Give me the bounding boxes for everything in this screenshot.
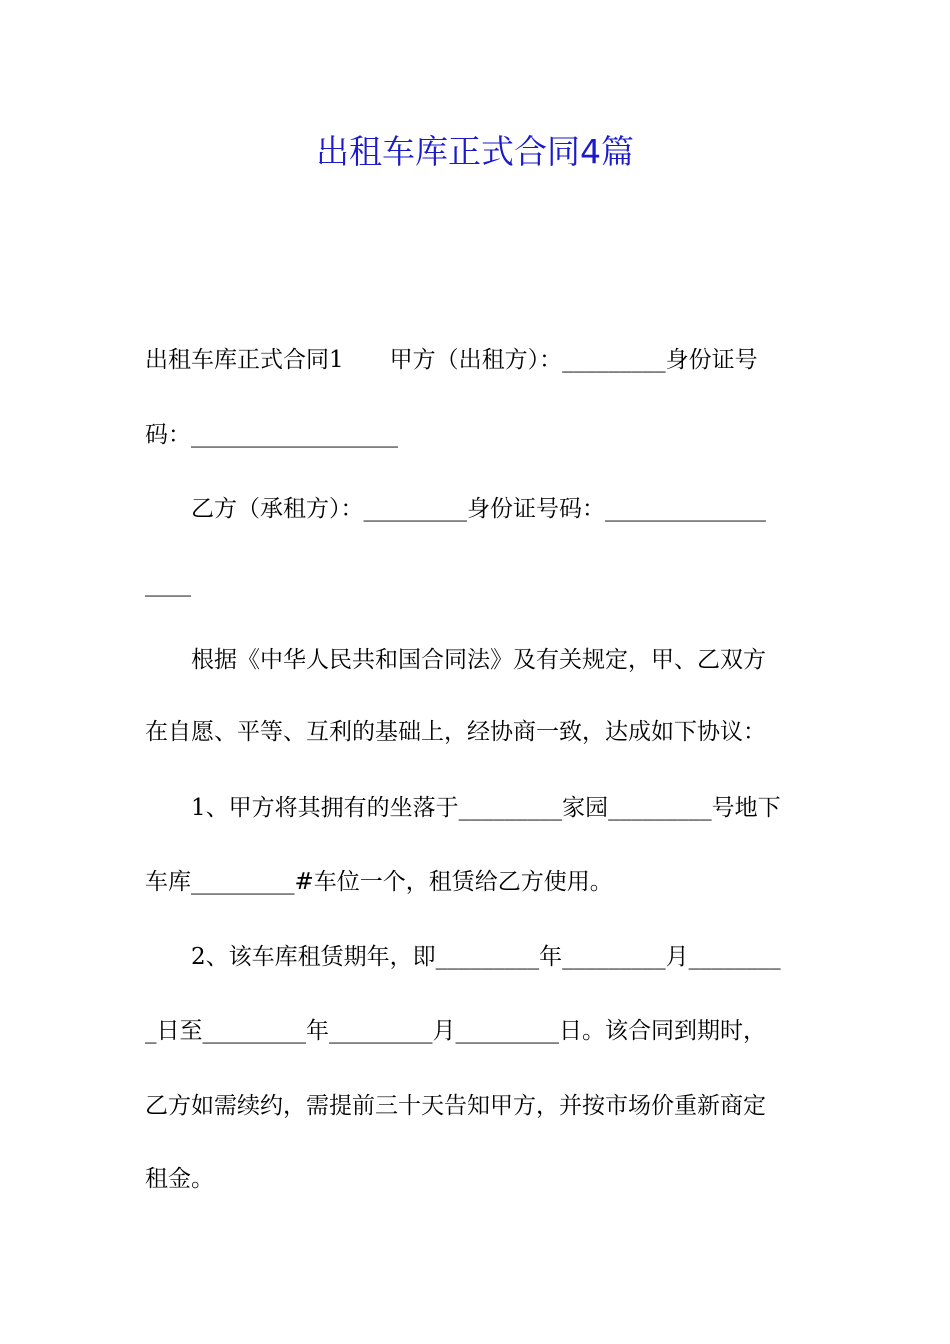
body-line-5: 根据《中华人民共和国合同法》及有关规定，甲、乙双方 [145,647,766,673]
body-line-7: 1、甲方将其拥有的坐落于_________家园_________号地下 [145,795,781,821]
body-line-12: 租金。 [145,1166,214,1192]
body-line-4: ____ [145,571,191,597]
body-line-11: 乙方如需续约，需提前三十天告知甲方，并按市场价重新商定 [145,1093,766,1119]
body-line-3: 乙方（承租方）：_________身份证号码：______________ [145,496,766,522]
body-line-6: 在自愿、平等、互利的基础上，经协商一致，达成如下协议： [145,719,766,745]
body-line-8: 车库_________#车位一个，租赁给乙方使用。 [145,869,613,895]
body-line-9: 2、该车库租赁期年，即_________年_________月________ [145,944,781,970]
document-title: 出租车库正式合同4篇 [316,132,634,171]
body-line-10: _日至_________年_________月_________日。该合同到期时， [145,1018,766,1044]
body-line-1: 出租车库正式合同1 甲方（出租方）：_________身份证号 [145,347,758,373]
body-line-2: 码：__________________ [145,422,398,448]
